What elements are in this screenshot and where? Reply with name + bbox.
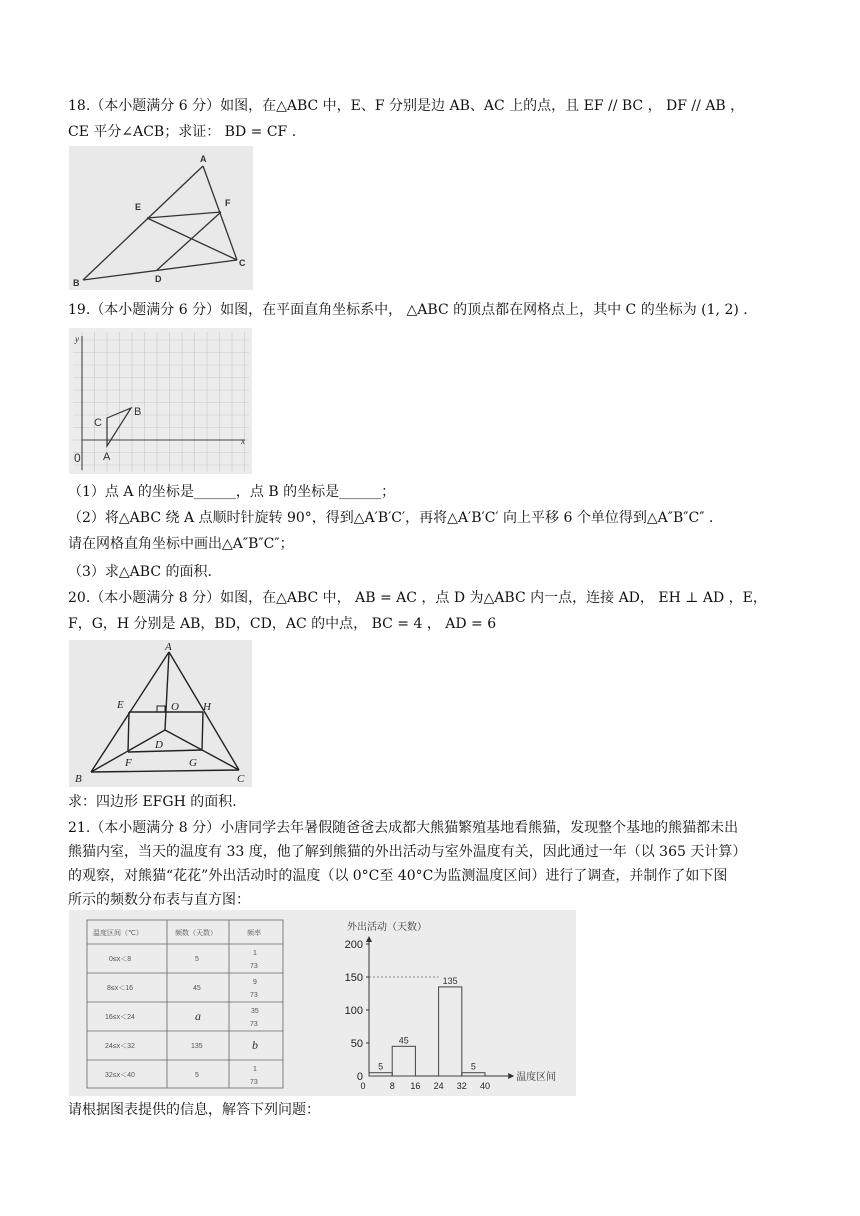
table-row-freq-den: 73 [250, 1021, 258, 1028]
q19-label-C: C [94, 417, 102, 429]
q20-label-E: E [117, 699, 124, 711]
q19-part3: （3）求△ABC 的面积. [68, 564, 212, 580]
y-axis-arrow [366, 936, 372, 942]
x-axis-label: 温度区间 [516, 1072, 557, 1083]
x-tick-label: 0 [360, 1081, 366, 1091]
y-tick-label: 200 [344, 939, 363, 951]
table-row-count: 5 [195, 956, 199, 963]
table-row-count: 5 [195, 1072, 199, 1079]
histogram-bar [462, 1073, 485, 1076]
q18-label-D: D [155, 274, 162, 284]
table-row-count: 135 [191, 1043, 203, 1050]
x-tick-label: 40 [479, 1081, 491, 1091]
q21-line4: 所示的频数分布表与直方图： [68, 892, 250, 908]
table-row-freq-num: 35 [251, 1008, 259, 1015]
q19-label-y: y [75, 334, 79, 344]
x-tick-label: 16 [410, 1081, 421, 1091]
q21-after: 请根据图表提供的信息，解答下列问题： [68, 1102, 320, 1118]
x-tick-label: 32 [456, 1081, 467, 1091]
table-header-range: 温度区间（℃） [93, 930, 143, 937]
q18-label-B: B [73, 278, 80, 288]
table-row-range: 32≤x＜40 [105, 1072, 135, 1079]
q20-label-C: C [237, 773, 245, 785]
q18-label-A: A [200, 154, 207, 164]
table-row-freq-den: 73 [250, 963, 258, 970]
table-row-freq-num: 1 [253, 950, 257, 957]
y-tick-label: 150 [344, 972, 363, 984]
q20-label-G: G [189, 757, 197, 769]
q19-label-A: A [103, 451, 111, 463]
histogram-bar [369, 1073, 392, 1076]
table-row-range: 24≤x＜32 [105, 1043, 135, 1050]
table-row-range: 0≤x＜8 [109, 956, 132, 963]
q19-part2b: 请在网格直角坐标中画出△A″B″C″； [68, 536, 294, 552]
q19-label-x: x [241, 436, 245, 446]
q20-line2: F，G，H 分别是 AB，BD，CD，AC 的中点， BC = 4 ， AD = 6 [68, 616, 497, 632]
q19-label-origin: 0 [74, 451, 81, 465]
q21-line1: 21.（本小题满分 8 分）小唐同学去年暑假随爸爸去成都大熊猫繁殖基地看熊猫，发现整个基地的熊猫都未出 [68, 820, 739, 836]
table-row-freq-num: 9 [253, 979, 257, 986]
table-header-freq: 频率 [247, 930, 261, 937]
y-tick-label: 50 [350, 1038, 363, 1050]
q20-ask: 求：四边形 EFGH 的面积. [68, 794, 237, 810]
y-axis-label: 外出活动（天数） [347, 922, 427, 933]
q20-label-A: A [165, 641, 172, 653]
x-tick-label: 8 [389, 1081, 395, 1091]
frequency-table [87, 920, 283, 1088]
bar-value-label: 5 [470, 1061, 476, 1072]
histogram-chart [345, 920, 557, 1091]
q20-line1: 20.（本小题满分 8 分）如图，在△ABC 中， AB = AC ，点 D 为△ABC 内一点，连接 AD， EH ⊥ AD ，E， [68, 590, 767, 606]
table-row-freq-num: 1 [253, 1066, 257, 1073]
q19-part2: （2）将△ABC 绕 A 点顺时针旋转 90°，得到△A′B′C′，再将△A′B′C′ 向上平移 6 个单位得到△A″B″C″ . [68, 510, 714, 526]
q20-label-F: F [125, 757, 132, 769]
y-tick-label: 100 [344, 1005, 363, 1017]
q20-label-D: D [155, 739, 163, 751]
q18-label-E: E [135, 202, 142, 212]
q20-label-O: O [171, 701, 179, 713]
x-tick-label: 24 [433, 1081, 444, 1091]
x-axis-arrow [508, 1073, 514, 1079]
q18-label-F: F [225, 198, 231, 208]
histogram-bar [439, 987, 462, 1076]
q19-line1: 19.（本小题满分 6 分）如图，在平面直角坐标系中， △ABC 的顶点都在网格点上，其中 C 的坐标为 (1, 2) . [68, 302, 748, 318]
table-row-freq-den: 73 [250, 1079, 258, 1086]
histogram-bar [392, 1046, 415, 1076]
table-row-count: 45 [193, 985, 201, 992]
q18-line2: CE 平分∠ACB；求证： BD = CF . [68, 124, 297, 140]
q20-label-H: H [203, 701, 211, 713]
q20-label-B: B [75, 773, 82, 785]
q19-part1: （1）点 A 的坐标是______，点 B 的坐标是______； [68, 484, 396, 500]
q20-figure [69, 640, 252, 787]
table-row-range: 16≤x＜24 [105, 1014, 135, 1021]
q18-line1: 18.（本小题满分 6 分）如图，在△ABC 中，E、F 分别是边 AB、AC 上的点，且 EF // BC ， DF // AB ， [68, 98, 745, 114]
bar-value-label: 45 [398, 1035, 409, 1046]
y-tick-label: 0 [356, 1071, 363, 1083]
q21-line2: 熊猫内室，当天的温度有 33 度，他了解到熊猫的外出活动与室外温度有关，因此通过一年（以 365 天计算） [68, 844, 747, 860]
q18-label-C: C [239, 258, 246, 268]
q19-grid-figure [69, 328, 252, 474]
q19-label-B: B [134, 406, 142, 418]
q21-line3: 的观察，对熊猫“花花”外出活动时的温度（以 0°C至 40°C为监测温度区间）进行了调查，并制作了如下图 [68, 868, 728, 884]
table-row-count: a [195, 1009, 201, 1023]
bar-value-label: 5 [378, 1061, 384, 1072]
table-header-count: 频数（天数） [175, 930, 217, 937]
table-row-freq-b: b [252, 1038, 258, 1052]
q18-figure [69, 146, 253, 290]
table-row-range: 8≤x＜16 [107, 985, 134, 992]
table-row-freq-den: 73 [250, 992, 258, 999]
bar-value-label: 135 [442, 975, 458, 986]
q21-figure [69, 910, 576, 1096]
